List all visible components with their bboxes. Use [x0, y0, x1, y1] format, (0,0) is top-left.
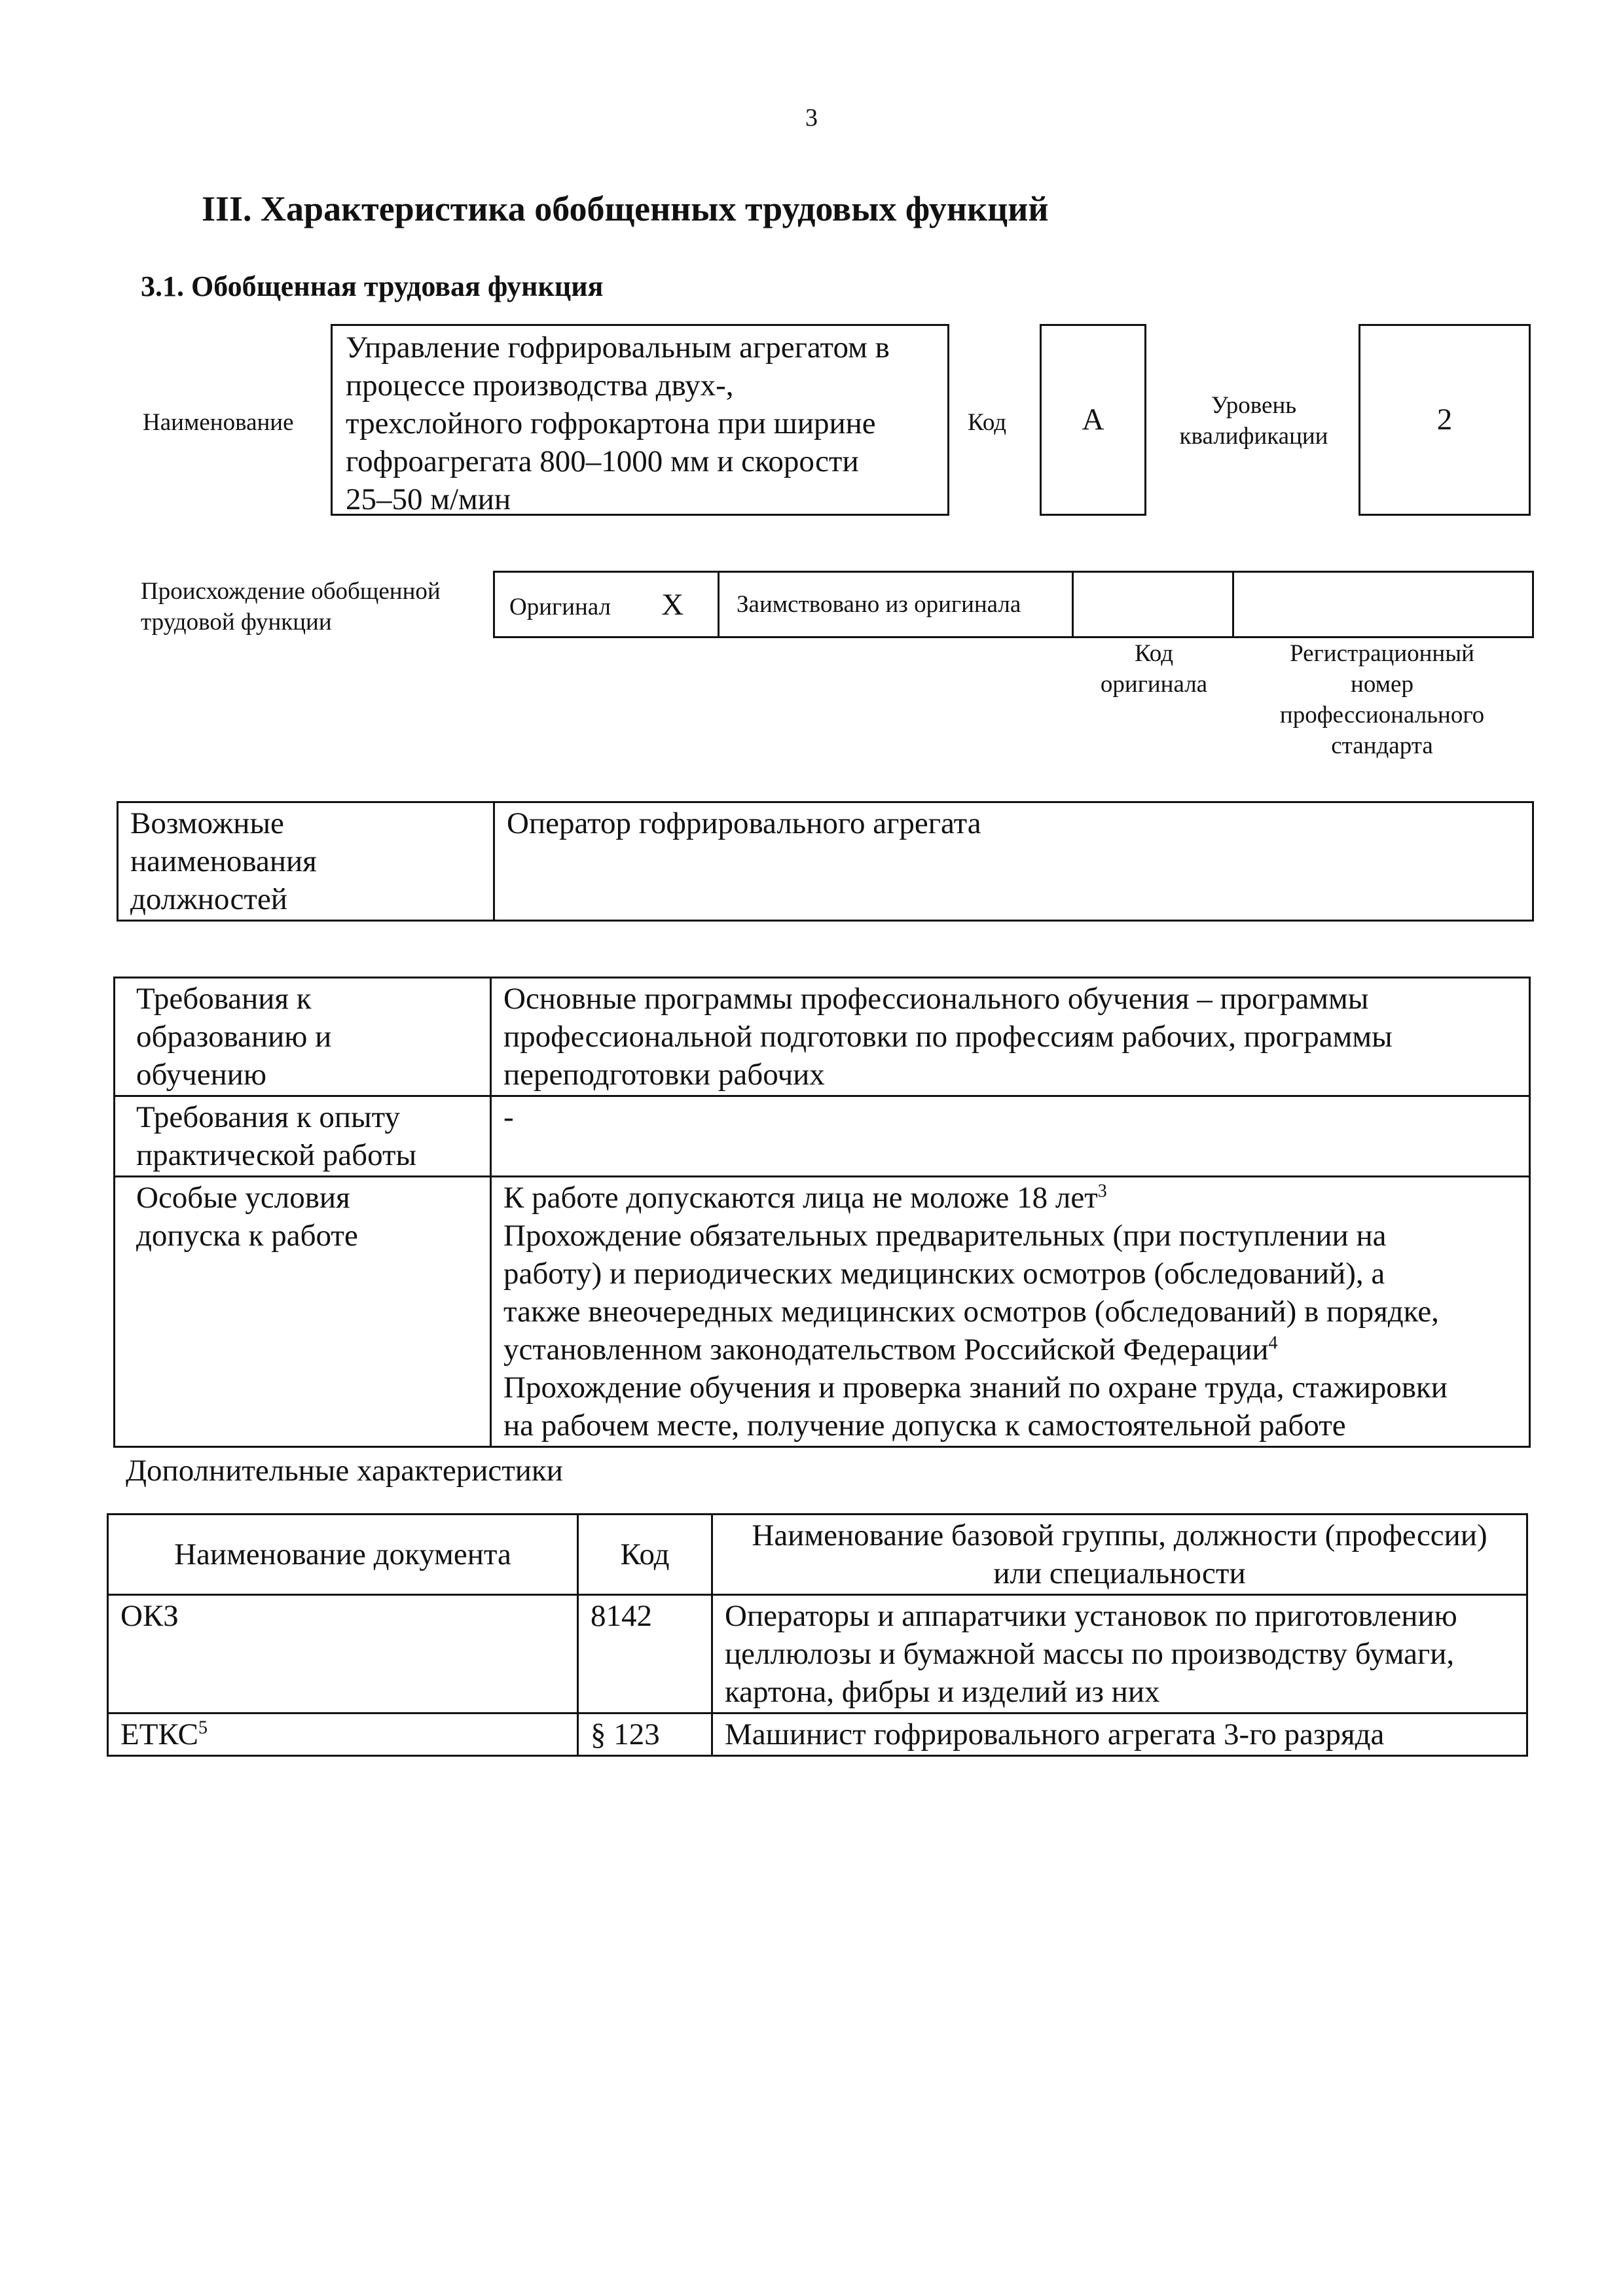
code-value: А [1040, 324, 1146, 516]
label-line: образованию и [136, 1020, 332, 1054]
original-code-caption [1074, 638, 1234, 700]
original-cell [494, 572, 719, 637]
code-cell: § 123 [578, 1713, 712, 1756]
label-line: допуска к работе [136, 1219, 358, 1253]
name-label: Наименование [143, 409, 294, 436]
value-line: профессиональной подготовки по профессиям рабочих, программы [503, 1020, 1393, 1054]
origin-table [493, 571, 1534, 638]
original-mark: X [661, 587, 684, 622]
requirement-label [115, 978, 491, 1096]
positions-value: Оператор гофрировального агрегата [494, 802, 1533, 921]
positions-label-line: должностей [130, 882, 287, 916]
footnote-ref: 5 [198, 1717, 208, 1738]
label-line: обучению [136, 1058, 267, 1092]
label-line: практической работы [136, 1138, 417, 1172]
registration-number-caption [1232, 638, 1532, 761]
value-line: Прохождение обучения и проверка знаний по охране труда, стажировки [503, 1371, 1448, 1405]
requirement-label [115, 1177, 491, 1447]
caption-line: стандарта [1331, 732, 1433, 759]
positions-label-line: наименования [130, 844, 317, 878]
origin-label [141, 576, 441, 637]
footnote-ref: 3 [1097, 1181, 1107, 1202]
positions-label [118, 802, 494, 921]
requirement-row [115, 978, 1530, 1096]
value-line: Прохождение обязательных предварительных (при поступлении на [503, 1219, 1387, 1253]
doc-text: ЕТКС [120, 1717, 198, 1751]
additional-header-row [108, 1515, 1527, 1595]
level-label [1159, 390, 1349, 452]
doc-cell [108, 1713, 578, 1756]
additional-row [108, 1713, 1527, 1756]
level-value: 2 [1359, 324, 1531, 516]
name-cell [712, 1595, 1527, 1713]
level-label-line: квалификации [1179, 423, 1328, 450]
requirement-value [491, 1177, 1530, 1447]
additional-title: Дополнительные характеристики [126, 1454, 563, 1488]
registration-number-cell [1233, 572, 1533, 637]
header-name-line: или специальности [993, 1556, 1246, 1590]
name-cell [712, 1713, 1527, 1756]
requirement-value [491, 978, 1530, 1096]
value-line: Основные программы профессионального обучения – программы [503, 982, 1369, 1016]
additional-table [107, 1513, 1528, 1757]
borrowed-label: Заимствовано из оригинала [719, 572, 1073, 637]
value-text: установленном законодательством Российской Федерации [503, 1333, 1269, 1367]
function-name-box [331, 324, 949, 516]
requirement-row [115, 1177, 1530, 1447]
caption-line: оригинала [1100, 671, 1208, 698]
value-line: - [503, 1100, 514, 1134]
name-line: Машинист гофрировального агрегата 3-го разряда [725, 1717, 1385, 1751]
function-name-line: трехслойного гофрокартона при ширине [346, 406, 876, 440]
footnote-ref: 4 [1268, 1333, 1278, 1354]
caption-line: Регистрационный [1290, 640, 1474, 667]
value-line: также внеочередных медицинских осмотров (обследований) в порядке, [503, 1295, 1439, 1329]
doc-text: ОКЗ [120, 1599, 179, 1633]
header-name [712, 1515, 1527, 1595]
origin-label-line: Происхождение обобщенной [141, 578, 441, 605]
original-label: Оригинал [509, 593, 611, 620]
code-cell: 8142 [578, 1595, 712, 1713]
value-line [503, 1331, 1517, 1369]
doc-cell [108, 1595, 578, 1713]
caption-line: Код [1134, 640, 1174, 667]
function-name-line: процессе производства двух-, [346, 368, 734, 403]
additional-row [108, 1595, 1527, 1713]
caption-line: профессионального [1279, 702, 1485, 728]
requirements-table [113, 977, 1531, 1448]
subsection-title: 3.1. Обобщенная трудовая функция [141, 270, 604, 302]
original-code-cell [1073, 572, 1233, 637]
value-line: на рабочем месте, получение допуска к самостоятельной работе [503, 1408, 1346, 1443]
name-line: Операторы и аппаратчики установок по приготовлению [725, 1599, 1457, 1633]
function-name-line: 25–50 м/мин [346, 482, 511, 516]
header-code: Код [578, 1515, 712, 1595]
label-line: Требования к опыту [136, 1100, 401, 1134]
value-line [503, 1179, 1517, 1217]
page-number: 3 [805, 104, 818, 132]
value-line: переподготовки рабочих [503, 1058, 825, 1092]
header-doc: Наименование документа [108, 1515, 578, 1595]
value-text: К работе допускаются лица не моложе 18 лет [503, 1181, 1098, 1215]
origin-label-line: трудовой функции [141, 609, 332, 636]
label-line: Особые условия [136, 1181, 350, 1215]
code-label: Код [968, 409, 1007, 436]
requirement-label [115, 1096, 491, 1177]
function-name-line: Управление гофрировальным агрегатом в [346, 331, 890, 365]
positions-table [117, 801, 1534, 922]
function-name-line: гофроагрегата 800–1000 мм и скорости [346, 444, 859, 478]
name-line: целлюлозы и бумажной массы по производству бумаги, [725, 1637, 1455, 1671]
requirement-row [115, 1096, 1530, 1177]
label-line: Требования к [136, 982, 312, 1016]
level-label-line: Уровень [1211, 392, 1297, 419]
positions-label-line: Возможные [130, 806, 284, 840]
section-title: III. Характеристика обобщенных трудовых функций [202, 189, 1049, 228]
requirement-value [491, 1096, 1530, 1177]
name-line: картона, фибры и изделий из них [725, 1675, 1160, 1709]
value-line: работу) и периодических медицинских осмотров (обследований), а [503, 1257, 1385, 1291]
header-name-line: Наименование базовой группы, должности (профессии) [752, 1518, 1487, 1552]
caption-line: номер [1351, 671, 1413, 698]
